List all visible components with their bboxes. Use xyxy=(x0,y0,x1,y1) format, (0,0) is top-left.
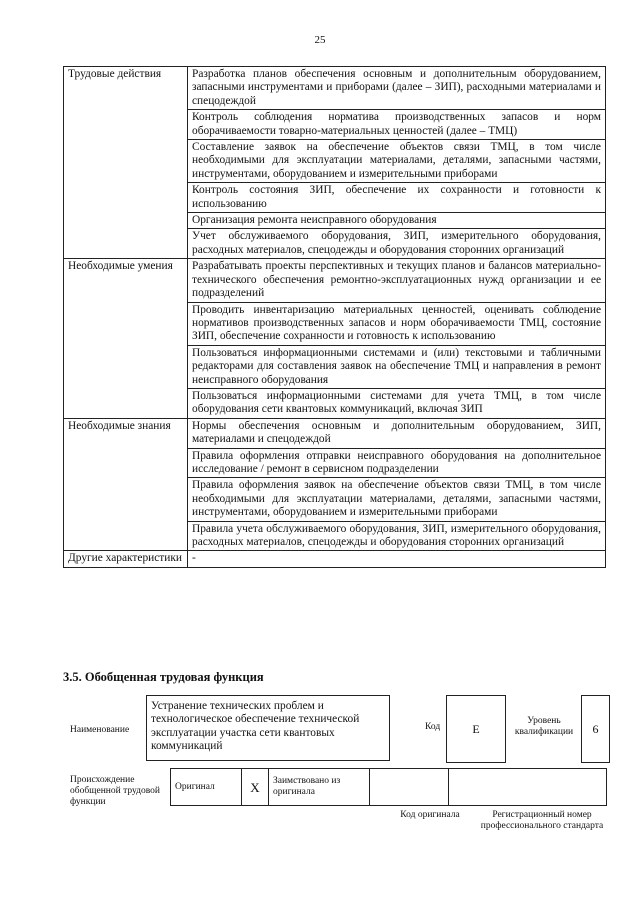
row-item: Учет обслуживаемого оборудования, ЗИП, измерительного оборудования, расходных материалов, спецодежды и оборудования сторонних организаций xyxy=(188,229,606,259)
origin-table xyxy=(170,768,607,806)
row-item: Правила оформления отправки неисправного оборудования на дополнительное исследование / ремонт в сервисном подразделении xyxy=(188,448,606,478)
row-item: Правила учета обслуживаемого оборудования, ЗИП, измерительного оборудования, расходных материалов, спецодежды и оборудования сторонних организаций xyxy=(188,521,606,551)
original-label-cell: Оригинал xyxy=(171,769,242,806)
labor-function-table xyxy=(63,66,606,568)
row-item: Пользоваться информационными системами и (или) текстовыми и табличными редакторами для составления заявок на обеспечение ТМЦ и направления в ремонт неисправного оборудования xyxy=(188,345,606,388)
row-category: Необходимые знания xyxy=(64,418,188,551)
original-code-cell xyxy=(370,769,449,806)
code-value-box: E xyxy=(446,695,506,763)
row-item: Разрабатывать проекты перспективных и текущих планов и балансов материально-технического обеспечения ремонтно-эксплуатационных нужд организации и ее подразделений xyxy=(188,259,606,302)
section-title: 3.5. Обобщенная трудовая функция xyxy=(63,670,264,684)
row-item: Проводить инвентаризацию материальных ценностей, оценивать соблюдение нормативов производственных запасов и норм оборачиваемости ТМЦ, состояние ЗИП, обеспечение сохранности и готовность к использованию xyxy=(188,302,606,345)
level-value-box: 6 xyxy=(581,695,610,763)
row-category: Другие характеристики xyxy=(64,551,188,567)
borrowed-label-cell: Заимствовано из оригинала xyxy=(269,769,370,806)
table-row xyxy=(64,418,606,448)
original-mark-cell: X xyxy=(242,769,269,806)
table-row xyxy=(64,67,606,110)
name-label: Наименование xyxy=(70,725,130,735)
row-category: Трудовые действия xyxy=(64,67,188,259)
row-item: Правила оформления заявок на обеспечение объектов связи ТМЦ, в том числе необходимыми для эксплуатации материалами, деталями, запасными частями, инструментами, оборудованием и измерительными приборами xyxy=(188,478,606,521)
function-name-box: Устранение технических проблем и технологическое обеспечение технической эксплуатации участка сети квантовых коммуникаций xyxy=(146,695,390,761)
row-item: Составление заявок на обеспечение объектов связи ТМЦ, в том числе необходимыми для эксплуатации материалами, деталями, запасными частями, инструментами, оборудованием и измерительными приборами xyxy=(188,140,606,183)
origin-label: Происхождение обобщенной трудовой функции xyxy=(70,775,160,807)
row-item: Контроль соблюдения норматива производственных запасов и норм оборачиваемости товарно-материальных ценностей (далее – ТМЦ) xyxy=(188,110,606,140)
table-row xyxy=(64,551,606,567)
code-label: Код xyxy=(425,722,441,732)
row-item: Организация ремонта неисправного оборудования xyxy=(188,213,606,229)
registration-number-caption: Регистрационный номер профессионального стандарта xyxy=(480,810,604,831)
registration-number-cell xyxy=(449,769,607,806)
row-item: Пользоваться информационными системами для учета ТМЦ, в том числе оборудования сети квантовых коммуникаций, включая ЗИП xyxy=(188,388,606,418)
level-label: Уровень квалификации xyxy=(514,716,574,737)
table-row xyxy=(64,259,606,302)
row-item: - xyxy=(188,551,606,567)
row-item: Разработка планов обеспечения основным и дополнительным оборудованием, запасными инструментами и приборами (далее – ЗИП), расходными материалами и спецодеждой xyxy=(188,67,606,110)
row-item: Нормы обеспечения основным и дополнительным оборудованием, ЗИП, материалами и спецодеждой xyxy=(188,418,606,448)
row-item: Контроль состояния ЗИП, обеспечение их сохранности и готовности к использованию xyxy=(188,183,606,213)
code-original-caption: Код оригинала xyxy=(400,810,460,820)
row-category: Необходимые умения xyxy=(64,259,188,418)
page-number: 25 xyxy=(314,34,326,46)
